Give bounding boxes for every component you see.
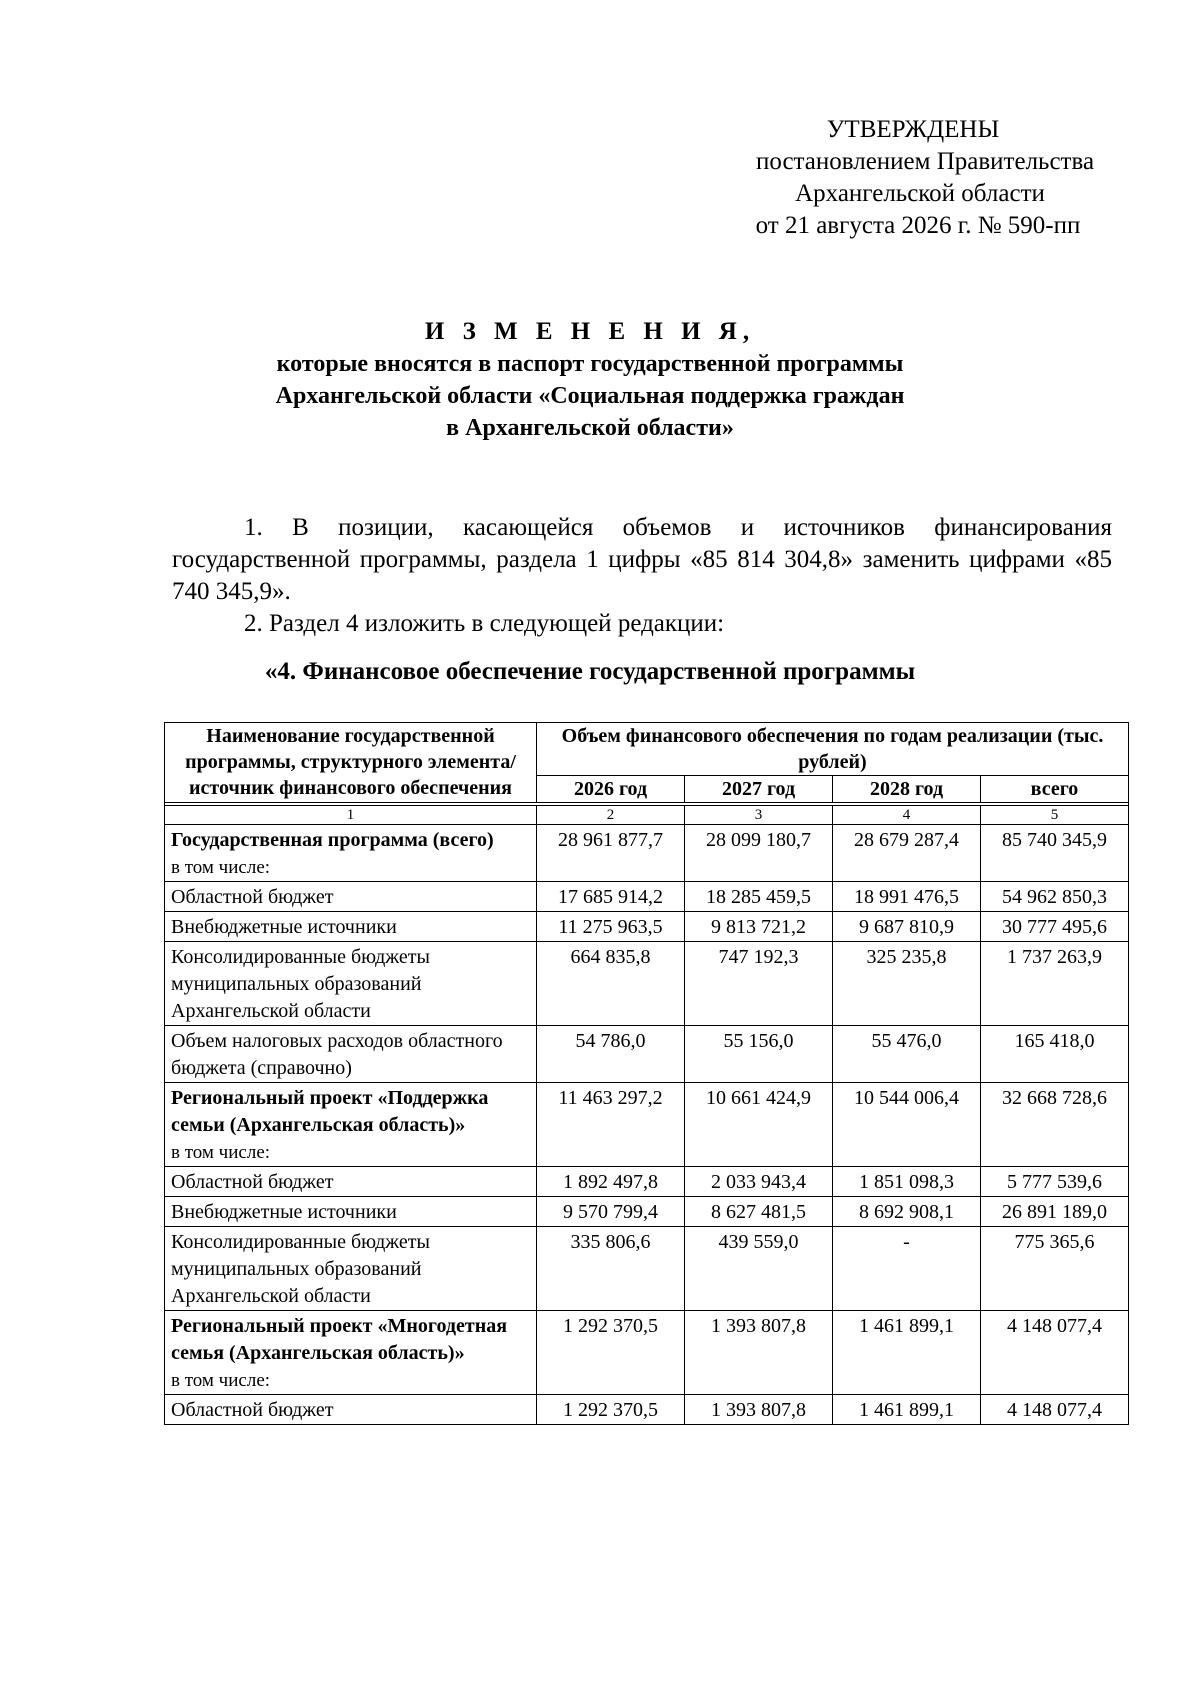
row-name: Внебюджетные источники [165,912,537,942]
value-2026: 11 463 297,2 [537,1083,685,1167]
value-2027: 439 559,0 [685,1227,833,1311]
row-name-cell [165,825,537,882]
financing-table [164,722,1129,1425]
row-name: Областной бюджет [165,882,537,912]
value-2028: 55 476,0 [833,1026,981,1083]
table-row [165,1167,1129,1197]
row-name: Консолидированные бюджеты муниципальных образований Архангельской области [165,1227,537,1311]
header-year-2027: 2027 год [685,776,833,803]
paragraph-2: 2. Раздел 4 изложить в следующей редакции: [244,610,725,637]
paragraph-1-rest: государственной программы, раздела 1 цифры «85 814 304,8» заменить цифрами «85 740 345,9». [172,546,1112,605]
value-2028: - [833,1227,981,1311]
value-total: 30 777 495,6 [981,912,1129,942]
value-2026: 9 570 799,4 [537,1197,685,1227]
value-total: 85 740 345,9 [981,825,1129,882]
header-total: всего [981,776,1129,803]
value-2027: 747 192,3 [685,942,833,1026]
column-number: 4 [833,806,981,825]
value-2028: 8 692 908,1 [833,1197,981,1227]
value-2026: 28 961 877,7 [537,825,685,882]
table-row [165,1083,1129,1167]
value-total: 26 891 189,0 [981,1197,1129,1227]
title-heading: И З М Е Н Е Н И Я, [424,318,756,345]
value-2027: 28 099 180,7 [685,825,833,882]
value-2028: 1 461 899,1 [833,1311,981,1395]
value-2026: 1 292 370,5 [537,1395,685,1425]
column-number: 1 [165,806,537,825]
value-2028: 1 461 899,1 [833,1395,981,1425]
approval-title: УТВЕРЖДЕНЫ [826,116,1000,143]
row-name: Государственная программа (всего) [171,829,494,851]
header-name-column: Наименование государственной программы, структурного элемента/источник финансового обеспечения [165,723,537,803]
row-subtitle: в том числе: [171,857,271,878]
value-total: 32 668 728,6 [981,1083,1129,1167]
row-name-cell [165,1311,537,1395]
row-subtitle: в том числе: [171,1370,271,1391]
paragraph-1-first-line: 1. В позиции, касающейся объемов и источников финансирования [244,514,1112,541]
value-2028: 18 991 476,5 [833,882,981,912]
title-line-2: Архангельской области «Социальная поддержка граждан [275,383,905,409]
row-name: Областной бюджет [165,1167,537,1197]
value-2027: 18 285 459,5 [685,882,833,912]
approval-stamp [700,114,1150,242]
value-2026: 335 806,6 [537,1227,685,1311]
title-line-3: в Архангельской области» [446,415,734,441]
table-row [165,825,1129,882]
table-row [165,882,1129,912]
value-2028: 1 851 098,3 [833,1167,981,1197]
value-2028: 9 687 810,9 [833,912,981,942]
row-name: Консолидированные бюджеты муниципальных образований Архангельской области [165,942,537,1026]
table-row [165,1197,1129,1227]
value-total: 1 737 263,9 [981,942,1129,1026]
approval-line-region: Архангельской области [795,180,1045,207]
value-2027: 8 627 481,5 [685,1197,833,1227]
value-2027: 1 393 807,8 [685,1311,833,1395]
value-2028: 28 679 287,4 [833,825,981,882]
value-2026: 17 685 914,2 [537,882,685,912]
header-volume-column: Объем финансового обеспечения по годам реализации (тыс. рублей) [537,723,1129,776]
section-title: «4. Финансовое обеспечение государственной программы [264,658,916,685]
value-total: 775 365,6 [981,1227,1129,1311]
value-2026: 1 292 370,5 [537,1311,685,1395]
row-name: Региональный проект «Многодетная семья (Архангельская область)» [171,1315,508,1364]
value-total: 165 418,0 [981,1026,1129,1083]
table-row [165,942,1129,1026]
table-row [165,1311,1129,1395]
value-total: 54 962 850,3 [981,882,1129,912]
value-2027: 10 661 424,9 [685,1083,833,1167]
value-2027: 9 813 721,2 [685,912,833,942]
value-2028: 325 235,8 [833,942,981,1026]
table-row [165,1227,1129,1311]
row-name: Региональный проект «Поддержка семьи (Архангельская область)» [171,1087,489,1136]
value-2026: 1 892 497,8 [537,1167,685,1197]
column-number: 5 [981,806,1129,825]
column-number-row [165,806,1129,825]
approval-line-date: от 21 августа 2026 г. № 590-пп [755,212,1081,239]
value-2028: 10 544 006,4 [833,1083,981,1167]
document-title [160,316,1020,444]
value-2026: 664 835,8 [537,942,685,1026]
value-total: 5 777 539,6 [981,1167,1129,1197]
table-row [165,912,1129,942]
header-year-2026: 2026 год [537,776,685,803]
value-2026: 54 786,0 [537,1026,685,1083]
row-subtitle: в том числе: [171,1142,271,1163]
row-name: Объем налоговых расходов областного бюджета (справочно) [165,1026,537,1083]
row-name: Областной бюджет [165,1395,537,1425]
value-2026: 11 275 963,5 [537,912,685,942]
header-year-2028: 2028 год [833,776,981,803]
approval-line-decree: постановлением Правительства [755,148,1095,175]
title-line-1: которые вносятся в паспорт государственной программы [276,351,904,377]
row-name-cell [165,1083,537,1167]
column-number: 2 [537,806,685,825]
paragraph-1 [172,512,1112,608]
value-2027: 2 033 943,4 [685,1167,833,1197]
row-name: Внебюджетные источники [165,1197,537,1227]
value-2027: 1 393 807,8 [685,1395,833,1425]
value-total: 4 148 077,4 [981,1311,1129,1395]
table-row [165,1395,1129,1425]
value-total: 4 148 077,4 [981,1395,1129,1425]
column-number: 3 [685,806,833,825]
table-row [165,1026,1129,1083]
value-2027: 55 156,0 [685,1026,833,1083]
